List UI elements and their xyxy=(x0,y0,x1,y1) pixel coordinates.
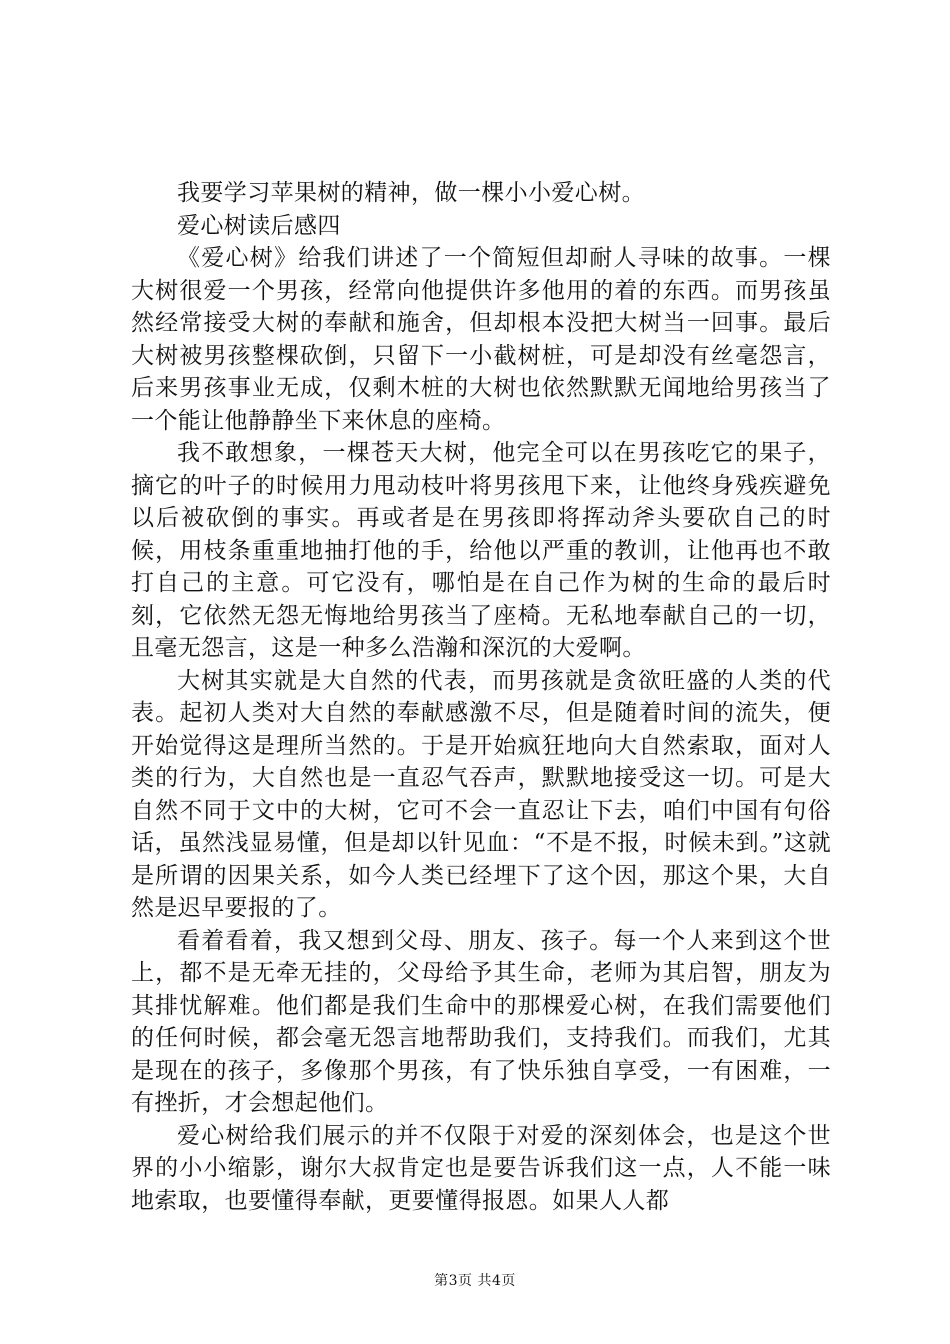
section-heading: 爱心树读后感四 xyxy=(177,212,341,239)
document-body xyxy=(131,177,831,1217)
paragraph-5: 看着看着，我又想到父母、朋友、孩子。每一个人来到这个世上，都不是无牵无挂的，父母给予其生命，老师为其启智，朋友为其排忧解难。他们都是我们生命中的那棵爱心树，在我们需要他们的任何时候，都会毫无怨言地帮助我们，支持我们。而我们，尤其是现在的孩子，多像那个男孩，有了快乐独自享受，一有困难，一有挫折，才会想起他们。 xyxy=(131,927,831,1116)
paragraph-6: 爱心树给我们展示的并不仅限于对爱的深刻体会，也是这个世界的小小缩影，谢尔大叔肯定也是要告诉我们这一点，人不能一味地索取，也要懂得奉献，更要懂得报恩。如果人人都 xyxy=(131,1122,831,1214)
paragraph-1: 我要学习苹果树的精神，做一棵小小爱心树。 xyxy=(177,180,645,206)
paragraph-3: 我不敢想象，一棵苍天大树，他完全可以在男孩吃它的果子，摘它的叶子的时候用力甩动枝叶将男孩甩下来，让他终身残疾避免以后被砍倒的事实。再或者是在男孩即将挥动斧头要砍自己的时候，用枝条重重地抽打他的手，给他以严重的教训，让他再也不敢打自己的主意。可它没有，哪怕是在自己作为树的生命的最后时刻，它依然无怨无悔地给男孩当了座椅。无私地奉献自己的一切，且毫无怨言，这是一种多么浩瀚和深沉的大爱啊。 xyxy=(131,440,831,661)
page-number-footer: 第3页 共4页 xyxy=(434,1273,516,1289)
paragraph-2: 《爱心树》给我们讲述了一个简短但却耐人寻味的故事。一棵大树很爱一个男孩，经常向他提供许多他用的着的东西。而男孩虽然经常接受大树的奉献和施舍，但却根本没把大树当一回事。最后大树被男孩整棵砍倒，只留下一小截树桩，可是却没有丝毫怨言，后来男孩事业无成，仅剩木桩的大树也依然默默无闻地给男孩当了一个能让他静静坐下来休息的座椅。 xyxy=(131,245,831,434)
paragraph-4: 大树其实就是大自然的代表，而男孩就是贪欲旺盛的人类的代表。起初人类对大自然的奉献感激不尽，但是随着时间的流失，便开始觉得这是理所当然的。于是开始疯狂地向大自然索取，面对人类的行为，大自然也是一直忍气吞声，默默地接受这一切。可是大自然不同于文中的大树，它可不会一直忍让下去，咱们中国有句俗话，虽然浅显易懂，但是却以针见血：“不是不报，时候未到。”这就是所谓的因果关系，如今人类已经埋下了这个因，那这个果，大自然是迟早要报的了。 xyxy=(131,667,831,921)
